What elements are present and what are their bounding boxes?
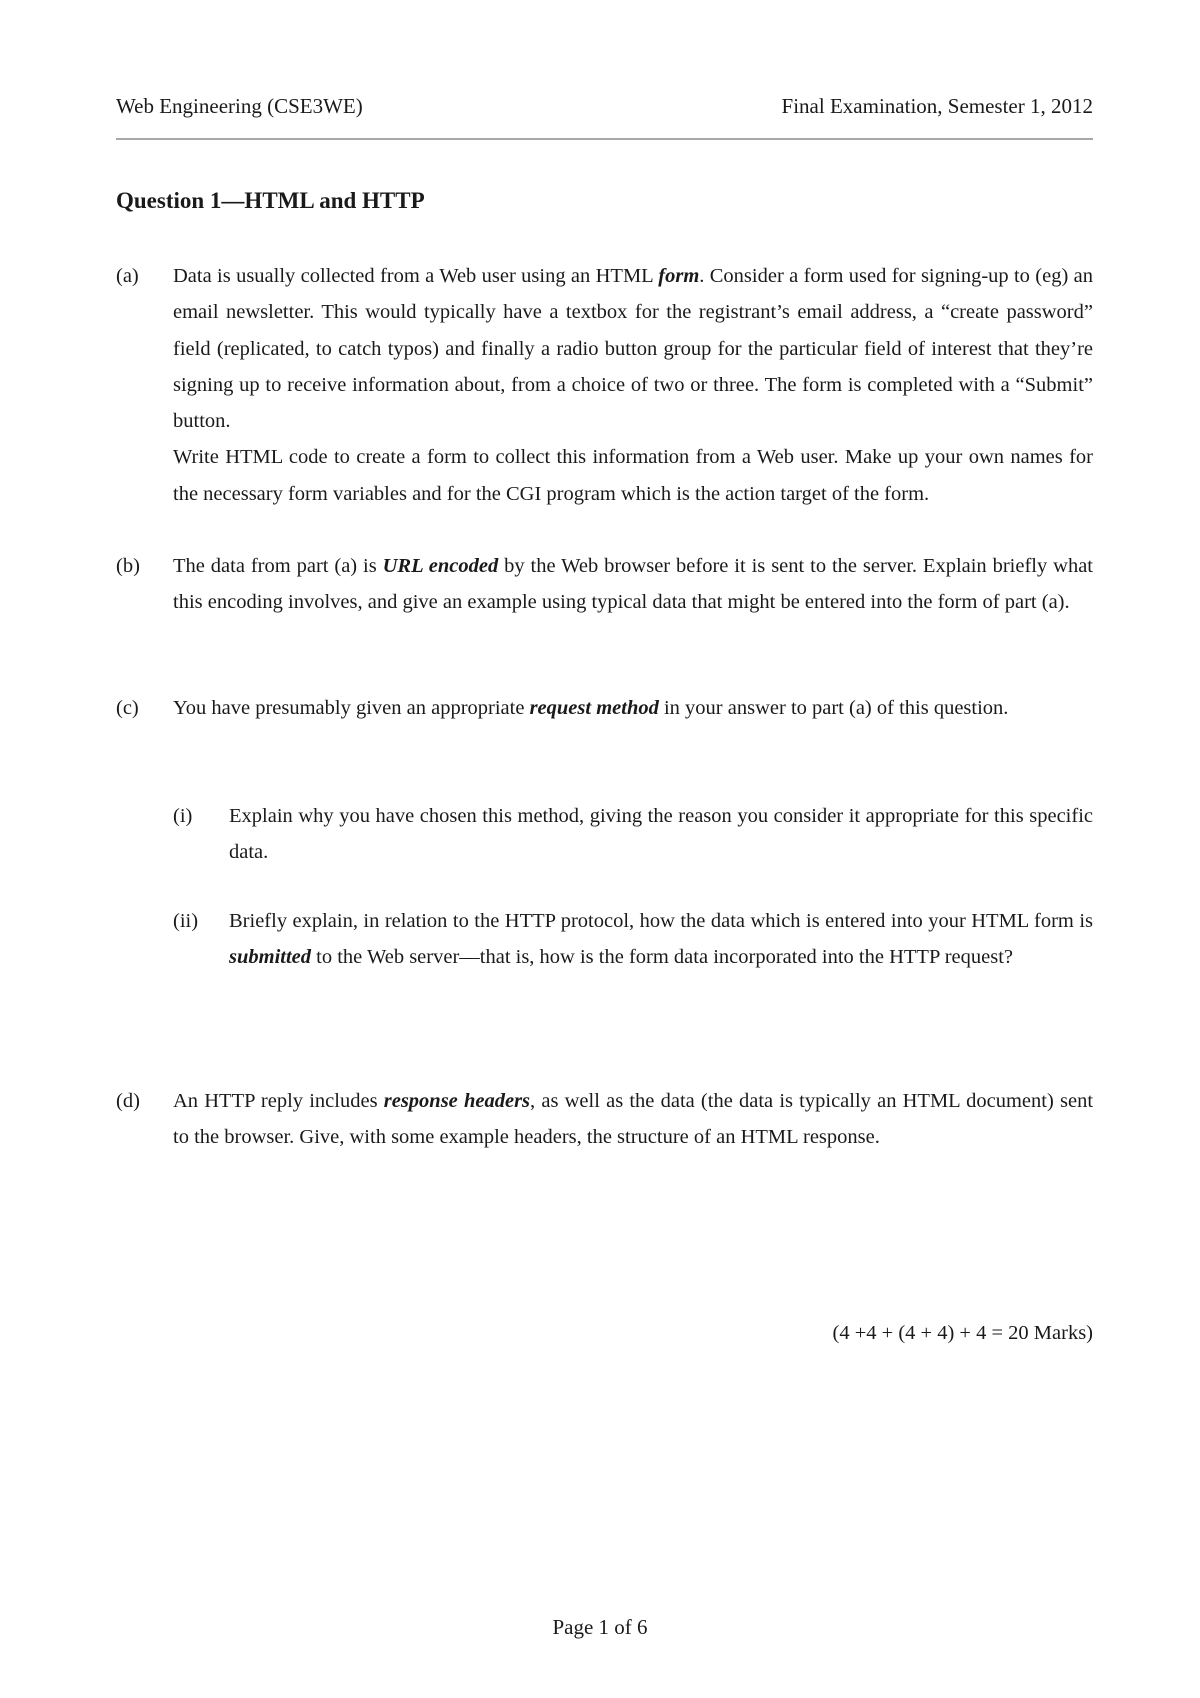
part-b-label: (b) [116,555,140,577]
term-form: form [658,265,700,287]
part-c-ii-text-before: Briefly explain, in relation to the HTTP protocol, how the data which is entered into your HTML form is [229,910,1093,932]
question-title: Question 1—HTML and HTTP [116,188,425,213]
page-header [116,94,1093,124]
part-c-ii [173,903,1093,976]
part-c-ii-label: (ii) [173,910,199,932]
part-c-i-label: (i) [173,805,193,827]
part-b [116,548,1093,621]
part-c-label: (c) [116,697,139,719]
page-number: Page 1 of 6 [552,1615,648,1639]
part-a-text [173,258,1093,512]
part-c-ii-text [229,903,1093,976]
course-title: Web Engineering (CSE3WE) [116,94,363,118]
header-divider [116,138,1093,140]
exam-title: Final Examination, Semester 1, 2012 [781,94,1093,118]
part-c-text-after: in your answer to part (a) of this question. [658,697,1009,719]
part-c-text-before: You have presumably given an appropriate [173,697,530,719]
term-response-headers: response headers [383,1090,531,1112]
part-c-ii-text-after: to the Web server—that is, how is the form data incorporated into the HTTP request? [311,946,1014,969]
part-c-text [173,690,1093,726]
part-d-text-after: , as well as the data (the data is typically an HTML document) sent to the browser. Give, with some example headers, the structure of an HTML response. [173,1090,1094,1149]
part-b-text-before: The data from part (a) is [173,555,383,577]
part-b-text-after: by the Web browser before it is sent to the server. Explain briefly what this encoding involves, and give an example using typical data that might be entered into the form of part (a). [173,555,1093,614]
part-d [116,1083,1093,1156]
term-url-encoded: URL encoded [382,555,499,577]
part-a [116,258,1093,512]
part-c [116,690,1093,726]
part-a-label: (a) [116,265,139,287]
term-submitted: submitted [229,946,312,969]
part-c-i-text: Explain why you have chosen this method, giving the reason you consider it appropriate for this specific data. [229,805,1093,864]
part-d-text [173,1083,1093,1156]
part-d-text-before: An HTTP reply includes [173,1090,384,1112]
part-a-paragraph-1 [173,258,1093,439]
part-a-paragraph-2: Write HTML code to create a form to collect this information from a Web user. Make up your own names for the necessary form variables and for the CGI program which is the action target of the form. [173,446,1093,505]
marks-allocation: (4 +4 + (4 + 4) + 4 = 20 Marks) [832,1322,1093,1344]
part-b-text [173,548,1093,621]
part-a-text-after: . Consider a form used for signing-up to (eg) an email newsletter. This would typically have a textbox for the registrant’s email address, a “create password” field (replicated, to catch typos) and finally a radio button group for the particular field of interest that they’re signing up to receive information about, from a choice of two or three. The form is completed with a “Submit” button. [173,265,1093,433]
part-d-label: (d) [116,1090,140,1112]
part-a-text-before: Data is usually collected from a Web user using an HTML [173,265,659,287]
term-request-method: request method [529,697,659,719]
part-c-i [173,798,1093,871]
